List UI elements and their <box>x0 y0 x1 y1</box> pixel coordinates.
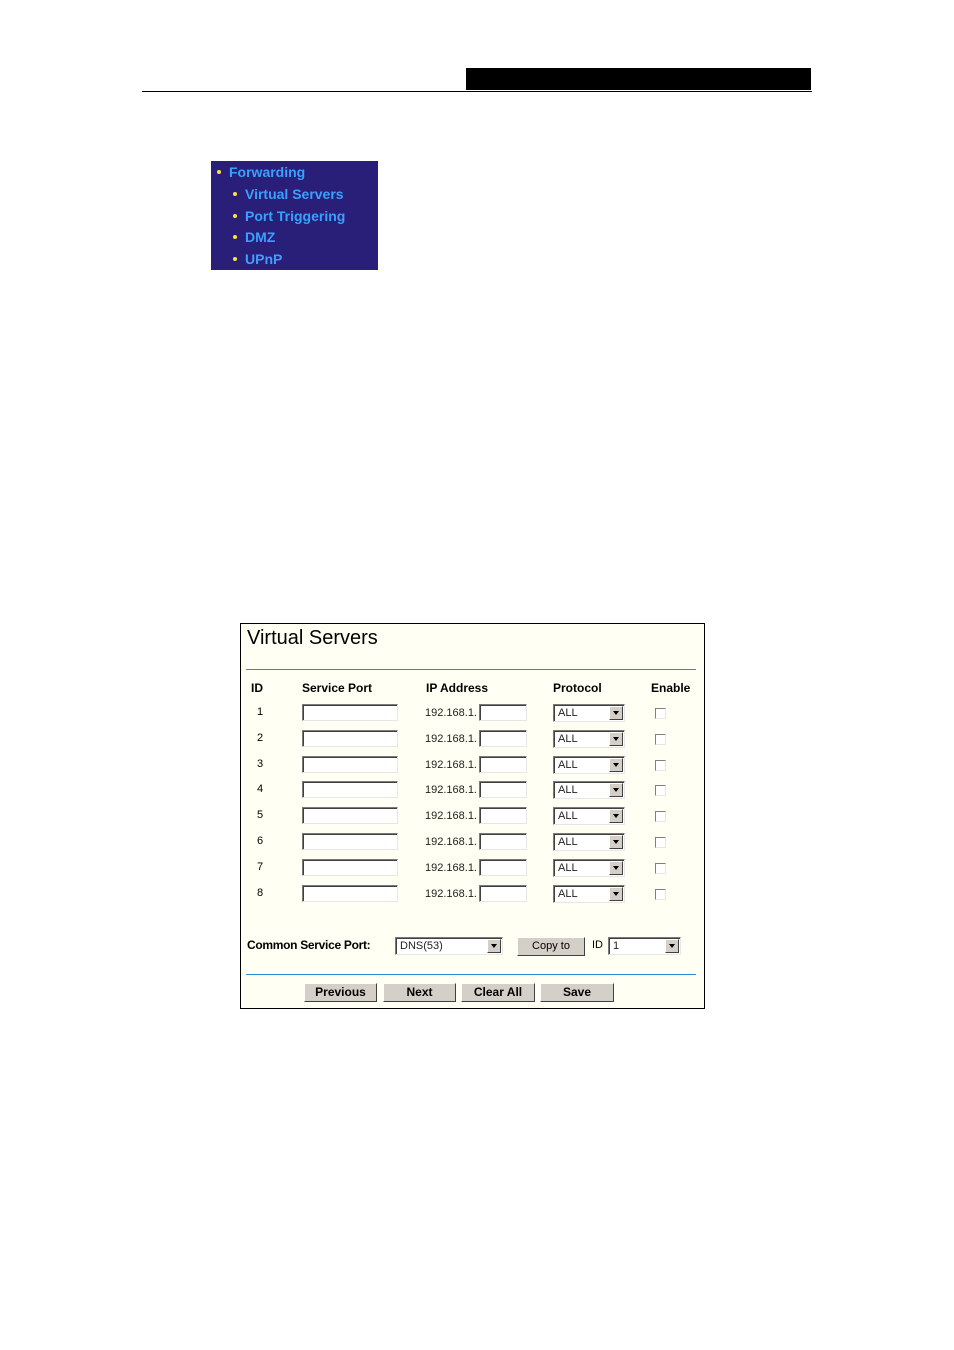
service-port-input[interactable] <box>302 756 398 773</box>
service-port-input[interactable] <box>302 833 398 850</box>
enable-checkbox[interactable] <box>655 837 666 848</box>
ip-last-octet-input[interactable] <box>479 704 527 721</box>
protocol-select[interactable] <box>553 730 625 748</box>
chevron-down-icon <box>609 706 623 720</box>
save-button[interactable]: Save <box>540 983 614 1002</box>
ip-last-octet-input[interactable] <box>479 756 527 773</box>
ip-prefix: 192.168.1. <box>425 784 477 796</box>
clear-all-button[interactable]: Clear All <box>461 983 535 1002</box>
bullet-icon <box>233 257 237 261</box>
target-id-select[interactable] <box>608 937 681 955</box>
protocol-select[interactable] <box>553 704 625 722</box>
service-port-input[interactable] <box>302 807 398 824</box>
enable-checkbox[interactable] <box>655 863 666 874</box>
menu-item-label: UPnP <box>245 251 283 267</box>
panel-title: Virtual Servers <box>247 627 378 649</box>
chevron-down-icon <box>609 887 623 901</box>
service-port-input[interactable] <box>302 859 398 876</box>
chevron-down-icon <box>609 861 623 875</box>
top-separator <box>246 669 696 670</box>
row-id: 7 <box>257 861 264 873</box>
protocol-value: ALL <box>558 836 578 848</box>
menu-item-label: Virtual Servers <box>245 186 344 202</box>
next-button[interactable]: Next <box>383 983 456 1002</box>
common-service-port-label: Common Service Port: <box>247 938 371 952</box>
bullet-icon <box>233 235 237 239</box>
chevron-down-icon <box>609 783 623 797</box>
id-label: ID <box>592 939 603 951</box>
chevron-down-icon <box>487 939 501 953</box>
chevron-down-icon <box>609 758 623 772</box>
protocol-value: ALL <box>558 733 578 745</box>
common-service-port-select[interactable] <box>395 937 503 955</box>
ip-prefix: 192.168.1. <box>425 836 477 848</box>
ip-prefix: 192.168.1. <box>425 707 477 719</box>
protocol-select[interactable] <box>553 781 625 799</box>
column-header-id: ID <box>251 681 263 695</box>
protocol-select[interactable] <box>553 807 625 825</box>
service-port-input[interactable] <box>302 730 398 747</box>
bottom-separator <box>246 974 696 975</box>
row-id: 3 <box>257 758 264 770</box>
ip-prefix: 192.168.1. <box>425 888 477 900</box>
header-bar <box>466 68 811 90</box>
row-id: 8 <box>257 887 264 899</box>
row-id: 5 <box>257 809 264 821</box>
ip-prefix: 192.168.1. <box>425 810 477 822</box>
menu-item-label: Port Triggering <box>245 208 346 224</box>
ip-prefix: 192.168.1. <box>425 862 477 874</box>
chevron-down-icon <box>609 732 623 746</box>
enable-checkbox[interactable] <box>655 760 666 771</box>
ip-prefix: 192.168.1. <box>425 759 477 771</box>
bullet-icon <box>233 192 237 196</box>
column-header-enable: Enable <box>651 681 691 695</box>
protocol-value: ALL <box>558 810 578 822</box>
enable-checkbox[interactable] <box>655 889 666 900</box>
ip-last-octet-input[interactable] <box>479 781 527 798</box>
copy-to-button[interactable]: Copy to <box>517 937 585 956</box>
enable-checkbox[interactable] <box>655 708 666 719</box>
protocol-select[interactable] <box>553 859 625 877</box>
column-header-service-port: Service Port <box>302 681 373 695</box>
protocol-value: ALL <box>558 759 578 771</box>
ip-last-octet-input[interactable] <box>479 730 527 747</box>
service-port-input[interactable] <box>302 781 398 798</box>
row-id: 2 <box>257 732 264 744</box>
column-header-protocol: Protocol <box>553 681 602 695</box>
ip-last-octet-input[interactable] <box>479 833 527 850</box>
protocol-select[interactable] <box>553 833 625 851</box>
enable-checkbox[interactable] <box>655 734 666 745</box>
protocol-value: ALL <box>558 784 578 796</box>
ip-last-octet-input[interactable] <box>479 807 527 824</box>
enable-checkbox[interactable] <box>655 785 666 796</box>
ip-prefix: 192.168.1. <box>425 733 477 745</box>
menu-item-label: DMZ <box>245 229 276 245</box>
common-service-port-value: DNS(53) <box>400 940 443 952</box>
chevron-down-icon <box>609 835 623 849</box>
protocol-value: ALL <box>558 707 578 719</box>
row-id: 4 <box>257 783 264 795</box>
service-port-input[interactable] <box>302 885 398 902</box>
bullet-icon <box>217 170 221 174</box>
protocol-select[interactable] <box>553 756 625 774</box>
ip-last-octet-input[interactable] <box>479 859 527 876</box>
target-id-value: 1 <box>613 940 620 952</box>
protocol-value: ALL <box>558 888 578 900</box>
row-id: 6 <box>257 835 264 847</box>
protocol-value: ALL <box>558 862 578 874</box>
ip-last-octet-input[interactable] <box>479 885 527 902</box>
previous-button[interactable]: Previous <box>304 983 377 1002</box>
row-id: 1 <box>257 706 264 718</box>
header-rule <box>142 91 812 92</box>
virtual-servers-panel <box>240 623 705 1009</box>
service-port-input[interactable] <box>302 704 398 721</box>
forwarding-menu <box>211 161 378 270</box>
chevron-down-icon <box>665 939 679 953</box>
menu-item-label: Forwarding <box>229 164 306 180</box>
chevron-down-icon <box>609 809 623 823</box>
column-header-ip-address: IP Address <box>426 681 489 695</box>
bullet-icon <box>233 214 237 218</box>
enable-checkbox[interactable] <box>655 811 666 822</box>
protocol-select[interactable] <box>553 885 625 903</box>
